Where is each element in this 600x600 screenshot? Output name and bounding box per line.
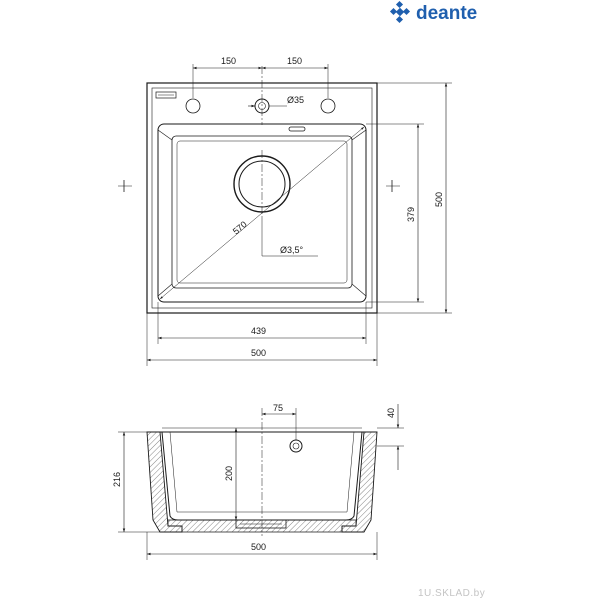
- dim-bowl-depth: 379: [406, 206, 416, 222]
- dim-tap-hole: Ø35: [287, 95, 305, 105]
- side-view: [118, 404, 404, 560]
- left-wall-section: [147, 432, 182, 532]
- dim-tap-right: 150: [287, 56, 303, 66]
- tap-hole-right: [321, 99, 335, 113]
- brand-logo: [390, 1, 477, 24]
- dim-rim: 40: [386, 407, 396, 418]
- dim-overflow-offset: 75: [273, 403, 284, 413]
- dim-bowl-height: 200: [224, 465, 234, 481]
- overflow-hole: [290, 440, 302, 452]
- dim-side-width: 500: [251, 542, 267, 552]
- right-wall-section: [342, 432, 377, 532]
- dim-drain-angle: Ø3,5°: [280, 245, 304, 255]
- overflow-slot: [289, 127, 305, 131]
- top-view: [118, 64, 452, 366]
- dim-overall-depth: 500: [434, 191, 444, 207]
- dim-diagonal: 570: [230, 219, 249, 237]
- dim-height: 216: [112, 471, 122, 487]
- tap-hole-left: [186, 99, 200, 113]
- deante-logo-icon: [390, 1, 410, 23]
- dim-tap-left: 150: [221, 56, 237, 66]
- watermark: 1U.SKLAD.by: [418, 588, 486, 599]
- dim-bowl-width: 439: [251, 326, 267, 336]
- brand-name: deante: [416, 3, 478, 24]
- dim-overall-width: 500: [251, 348, 267, 358]
